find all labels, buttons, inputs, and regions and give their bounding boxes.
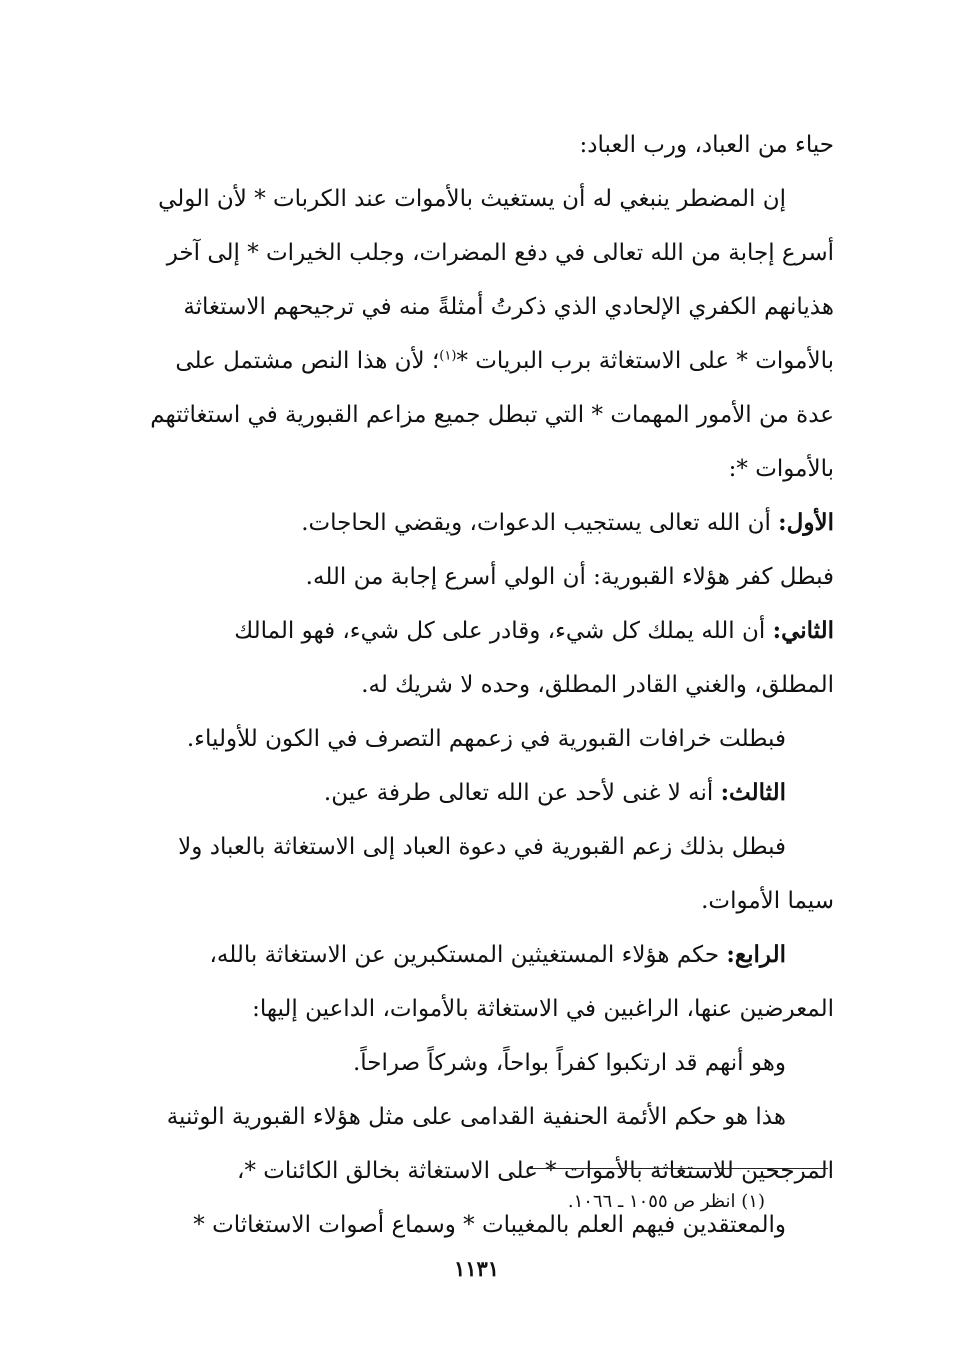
text-line: فبطل بذلك زعم القبورية في دعوة العباد إلى الاستغاثة بالعباد ولا — [178, 834, 786, 860]
text-line: بالأموات *: — [728, 456, 834, 482]
point-heading: الرابع: — [726, 941, 786, 968]
text-line — [108, 928, 834, 982]
text-line: المطلق، والغني القادر المطلق، وحده لا شريك له. — [361, 672, 834, 698]
text-line — [108, 604, 834, 658]
text-line: فبطل كفر هؤلاء القبورية: أن الولي أسرع إجابة من الله. — [305, 564, 834, 590]
text-line: إن المضطر ينبغي له أن يستغيث بالأموات عند الكربات * لأن الولي — [158, 186, 786, 212]
text-segment: حكم هؤلاء المستغيثين المستكبرين عن الاستغاثة بالله، — [209, 942, 720, 968]
text-line: أسرع إجابة من الله تعالى في دفع المضرات، وجلب الخيرات * إلى آخر — [166, 240, 834, 266]
footnote-separator — [530, 1168, 828, 1169]
text-segment: ؛ لأن هذا النص مشتمل على — [175, 348, 440, 374]
text-line: وهو أنهم قد ارتكبوا كفراً بواحاً، وشركاً صراحاً. — [352, 1050, 786, 1076]
text-line: عدة من الأمور المهمات * التي تبطل جميع مزاعم القبورية في استغاثتهم — [150, 402, 834, 428]
point-heading: الثاني: — [772, 617, 834, 644]
text-line: المرجحين للاستغاثة بالأموات * على الاستغاثة بخالق الكائنات *، — [237, 1158, 834, 1184]
text-segment: على الاستغاثة برب البريات * — [456, 348, 730, 374]
footnote: (١) انظر ص ١٠٥٥ ـ ١٠٦٦. — [567, 1191, 765, 1212]
text-line: هذيانهم الكفري الإلحادي الذي ذكرتُ أمثلةً منه في ترجيحهم الاستغاثة — [183, 294, 834, 320]
text-line: سيما الأموات. — [701, 888, 834, 914]
text-line: حياء من العباد، ورب العباد: — [579, 132, 834, 158]
text-segment: بالأموات * — [736, 348, 834, 374]
page-body — [108, 118, 834, 1252]
point-heading: الأول: — [778, 509, 834, 536]
text-line: والمعتقدين فيهم العلم بالمغيبات * وسماع أصوات الاستغاثات * — [193, 1212, 786, 1238]
text-segment: أنه لا غنى لأحد عن الله تعالى طرفة عين. — [323, 780, 714, 806]
text-line — [108, 496, 834, 550]
text-line — [108, 766, 834, 820]
footnote-reference[interactable]: (١) — [439, 348, 457, 364]
page-number: ١١٣١ — [453, 1256, 500, 1281]
text-line: المعرضين عنها، الراغبين في الاستغاثة بالأموات، الداعين إليها: — [252, 996, 834, 1022]
point-heading: الثالث: — [720, 779, 786, 806]
text-line: هذا هو حكم الأئمة الحنفية القدامى على مثل هؤلاء القبورية الوثنية — [166, 1104, 786, 1130]
text-segment: أن الله يملك كل شيء، وقادر على كل شيء، فهو المالك — [234, 618, 766, 644]
text-segment: أن الله تعالى يستجيب الدعوات، ويقضي الحاجات. — [301, 510, 771, 536]
text-line: فبطلت خرافات القبورية في زعمهم التصرف في الكون للأولياء. — [186, 726, 786, 752]
text-line — [108, 334, 834, 388]
